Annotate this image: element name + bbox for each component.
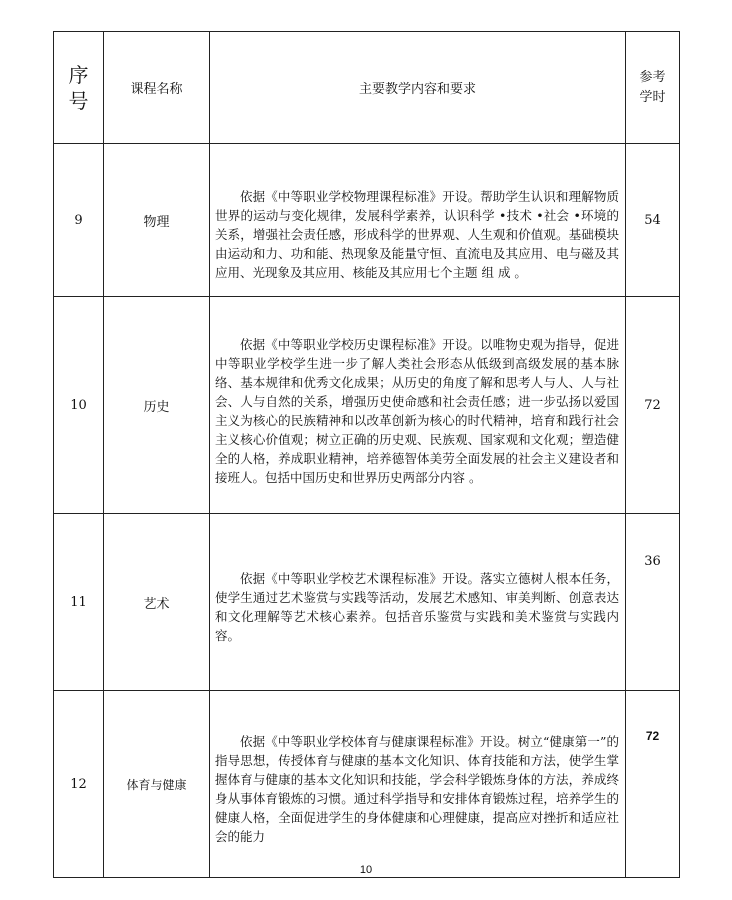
header-hours-line: 参考 — [639, 69, 666, 85]
table-header-row — [54, 32, 680, 144]
row-content-cell — [210, 691, 626, 878]
header-serial-char: 号 — [68, 88, 89, 113]
table-row — [54, 514, 680, 691]
header-reference-hours — [626, 32, 680, 144]
header-serial-number — [54, 32, 104, 144]
row-content-text: 依据《中等职业学校体育与健康课程标准》开设。树立“健康第一”的指导思想，传授体育与健康的基本文化知识、体育技能和方法，使学生掌握体育与健康的基本文化知识和技能，学会科学锻炼身体的方法，养成终身从事体育锻炼的习惯。通过科学指导和安排体育锻炼过程，培养学生的健康人格，全面促进学生的身体健康和心理健康，提高应对挫折和适应社会的能力 — [215, 734, 619, 844]
row-course-name: 物理 — [104, 144, 210, 297]
table-row — [54, 297, 680, 514]
row-content-cell — [210, 297, 626, 514]
row-hours: 72 — [626, 297, 680, 514]
row-hours: 54 — [626, 144, 680, 297]
row-serial-number: 9 — [54, 144, 104, 297]
header-serial-char: 序 — [68, 62, 89, 87]
row-hours: 36 — [626, 514, 680, 691]
header-content: 主要教学内容和要求 — [210, 32, 626, 144]
row-serial-number: 12 — [54, 691, 104, 878]
row-content-cell — [210, 144, 626, 297]
table-row — [54, 144, 680, 297]
header-hours-line: 学时 — [639, 89, 666, 105]
row-course-name: 历史 — [104, 297, 210, 514]
header-course-name: 课程名称 — [104, 32, 210, 144]
row-content-cell — [210, 514, 626, 691]
page-number: 10 — [359, 864, 373, 876]
row-content-text: 依据《中等职业学校历史课程标准》开设。以唯物史观为指导，促进中等职业学校学生进一步了解人类社会形态从低级到高级发展的基本脉络、基本规律和优秀文化成果；从历史的角度了解和思考人与人、人与社会、人与自然的关系，增强历史使命感和社会责任感；进一步弘扬以爱国主义为核心的民族精神和以改革创新为核心的时代精神，培育和践行社会主义核心价值观；树立正确的历史观、民族观、国家观和文化观；塑造健全的人格，养成职业精神，培养德智体美劳全面发展的社会主义建设者和接班人。包括中国历史和世界历史两部分内容 。 — [215, 336, 619, 485]
row-serial-number: 11 — [54, 514, 104, 691]
row-course-name: 艺术 — [104, 514, 210, 691]
row-content-text: 依据《中等职业学校艺术课程标准》开设。落实立德树人根本任务，使学生通过艺术鉴赏与实践等活动，发展艺术感知、审美判断、创意表达和文化理解等艺术核心素养。包括音乐鉴赏与实践和美术鉴赏与实践内容。 — [215, 571, 619, 643]
table-row — [54, 691, 680, 878]
row-course-name: 体育与健康 — [104, 691, 210, 878]
row-content-text: 依据《中等职业学校物理课程标准》开设。帮助学生认识和理解物质世界的运动与变化规律，发展科学素养，认识科学 •技术 •社会 •环境的关系，增强社会责任感，形成科学的世界观、人生观和价值观。基础模块由运动和力、功和能、热现象及能量守恒、直流电及其应用、电与磁及其应用、光现象及其应用、核能及其应用七个主题 组 成 。 — [215, 188, 619, 280]
row-hours: 72 — [626, 691, 680, 878]
course-table — [53, 31, 680, 878]
row-serial-number: 10 — [54, 297, 104, 514]
